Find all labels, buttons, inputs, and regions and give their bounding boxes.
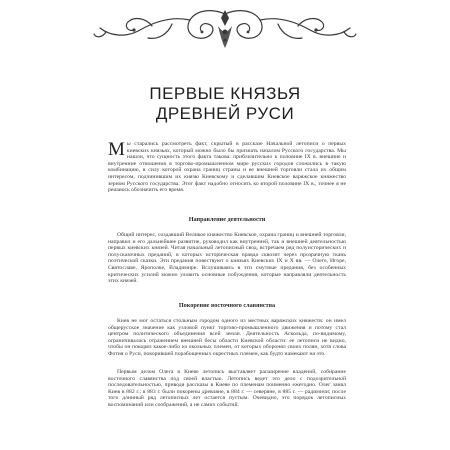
section-conquest-paragraph-1: Киев не мог остаться стольным городом одного из местных варяжских княжеств: он имел общерусское значение как узловой пункт торгово-промышленного движения и потому стал центром политического объединения всей земли. Деятельность Аскольда, по-видимому, ограничивалась отражением внешней бесы области Киевской области: ее летописи не видно, чтобы он покорял какое-либо из окольных племен, от которых оборонял своих полян, хотя слова Фотия о Руси, покорившей порабощенных окрестных племен, как будто намекают на это. xyxy=(108,318,346,357)
decorative-ornament-header xyxy=(92,6,358,52)
section-heading-conquest: Покорение восточного славянства xyxy=(178,302,276,309)
section-heading-direction: Направление деятельности xyxy=(188,216,266,223)
section-conquest-paragraph-2: Первым делом Олега в Киеве летопись выставляет расширение владений, собирание восточного славянства под своей властью. Летопись ведет это дело с подозрительной последовательностью, приводя рассказы в Киеве по племенам поименно ежегодно. Олег занял Киев в 882 г.; в 883 г. были покорены древляне, в 884 г. — северяне, в 885 г. — радимичи; после того длинный ряд летописных лет остается пустым. Очевидно, это порядок летописных воспоминаний или соображений, а не самих событий. xyxy=(108,369,346,408)
section-direction-paragraph: Общий интерес, создавший Великое княжество Киевское, охрана границ и внешней торговли, направил и его дальнейшее развитие, руководил как внутренней, так и внешней деятельностью первых киевских князей. Читая начальный летописный свод, встречаем ряд полуисторических и полусказочных преданий, в которых историческая правда сквозит через прозрачную ткань поэтической сказки. Эти предания повествуют о князьях Киевских IX и X вв. — Олеге, Игоре, Святославе, Ярополке, Владимире. Вслушиваясь в эти смутные предания, без особенных критических усилий можно уловить основные побуждения, которые направляли деятельность этих князей. xyxy=(108,232,346,285)
drop-cap: М xyxy=(108,139,125,160)
intro-text: ы старались рассмотреть факт, скрытый в рассказе Начальной летописи о первых киевских князьях, который можно было бы признать началом Русского государства. Мы нашли, что сущность этого факта такова: приблизительно к половине IX в. внешние и внутренние отношения в торгово-промышленном мире русских городов сложились в такую комбинацию, в силу которой охрана границ страны и ее внешней торговли стала их общим интересом, подчинившим их князю Киевскому и сделавшим Киевское варяжское княжество зерном Русского государства. Этот факт надобно относить ко второй половине IX в., точнее я не решаюсь обозначить его время. xyxy=(108,141,346,194)
intro-paragraph xyxy=(108,141,346,194)
page-title-line2: ДРЕВНЕЙ РУСИ xyxy=(155,104,295,123)
page-title-line1: ПЕРВЫЕ КНЯЗЬЯ xyxy=(149,84,301,103)
